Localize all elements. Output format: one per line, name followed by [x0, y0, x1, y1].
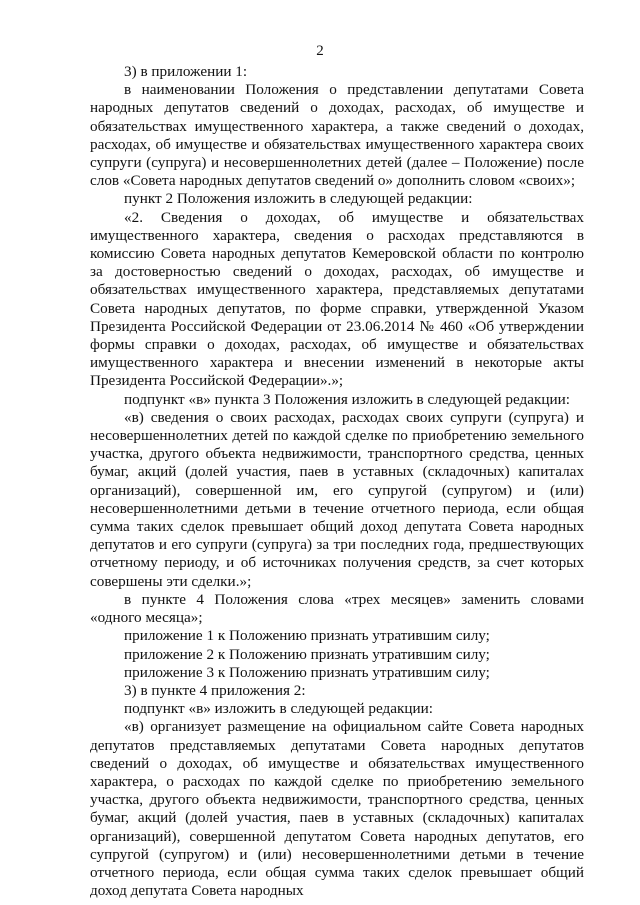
document-body [90, 63, 584, 900]
paragraph: приложение 3 к Положению признать утратившим силу; [124, 663, 490, 681]
paragraph: приложение 2 к Положению признать утратившим силу; [124, 645, 490, 663]
paragraph: 3) в приложении 1: [124, 63, 248, 80]
paragraph: приложение 1 к Положению признать утратившим силу; [124, 627, 490, 645]
paragraph: в наименовании Положения о представлении депутатами Совета народных депутатов сведений о доходах, расходах, об имуществе и обязательствах имущественного характера, а также сведений о доходах, расходах, об имуществе и обязательствах имущественного характера своих супруги (супруга) и несовершеннолетних детей (далее – Положение) после слов «Совета народных депутатов сведений о» дополнить словом «своих»; [90, 81, 584, 190]
paragraph: «в) сведения о своих расходах, расходах своих супруги (супруга) и несовершеннолетних детей по каждой сделке по приобретению земельного участка, другого объекта недвижимости, транспортного средства, ценных бумаг, акций (долей участия, паев в уставных (складочных) капиталах организаций), совершенной им, его супругой (супругом) и (или) несовершеннолетними детьми в течение отчетного периода, если общая сумма таких сделок превышает общий доход депутата Совета народных депутатов и его супруги (супруга) за три последних года, предшествующих отчетному периоду, и об источниках получения средств, за счет которых совершены эти сделки.»; [90, 408, 584, 590]
paragraph: подпункт «в» пункта 3 Положения изложить в следующей редакции: [124, 390, 570, 408]
paragraph: «2. Сведения о доходах, об имуществе и обязательствах имущественного характера, сведения о расходах представляются в комиссию Совета народных депутатов Кемеровской области по контролю за достоверностью сведений о доходах, расходах, об имуществе и обязательствах имущественного характера, представляемых депутатами Совета народных депутатов, по форме справки, утвержденной Указом Президента Российской Федерации от 23.06.2014 № 460 «Об утверждении формы справки о доходах, расходах, об имуществе и обязательствах имущественного характера и внесении изменений в некоторые акты Президента Российской Федерации».»; [90, 208, 584, 390]
paragraph: «в) организует размещение на официальном сайте Совета народных депутатов представляемых депутатами Совета народных депутатов сведений о доходах, об имуществе и обязательствах имущественного характера, о расходах по каждой сделке по приобретению земельного участка, другого объекта недвижимости, транспортного средства, ценных бумаг, акций (долей участия, паев в уставных (складочных) капиталах организаций), совершенной депутатом Совета народных депутатов, его супругой (супругом) и (или) несовершеннолетними детьми в течение отчетного периода, если общая сумма таких сделок превышает общий доход депутата Совета народных [90, 718, 584, 900]
paragraph: в пункте 4 Положения слова «трех месяцев» заменить словами «одного месяца»; [90, 590, 584, 627]
page-number: 2 [316, 43, 324, 59]
paragraph: 3) в пункте 4 приложения 2: [124, 681, 306, 699]
paragraph: пункт 2 Положения изложить в следующей редакции: [124, 190, 473, 208]
paragraph: подпункт «в» изложить в следующей редакции: [124, 700, 433, 718]
